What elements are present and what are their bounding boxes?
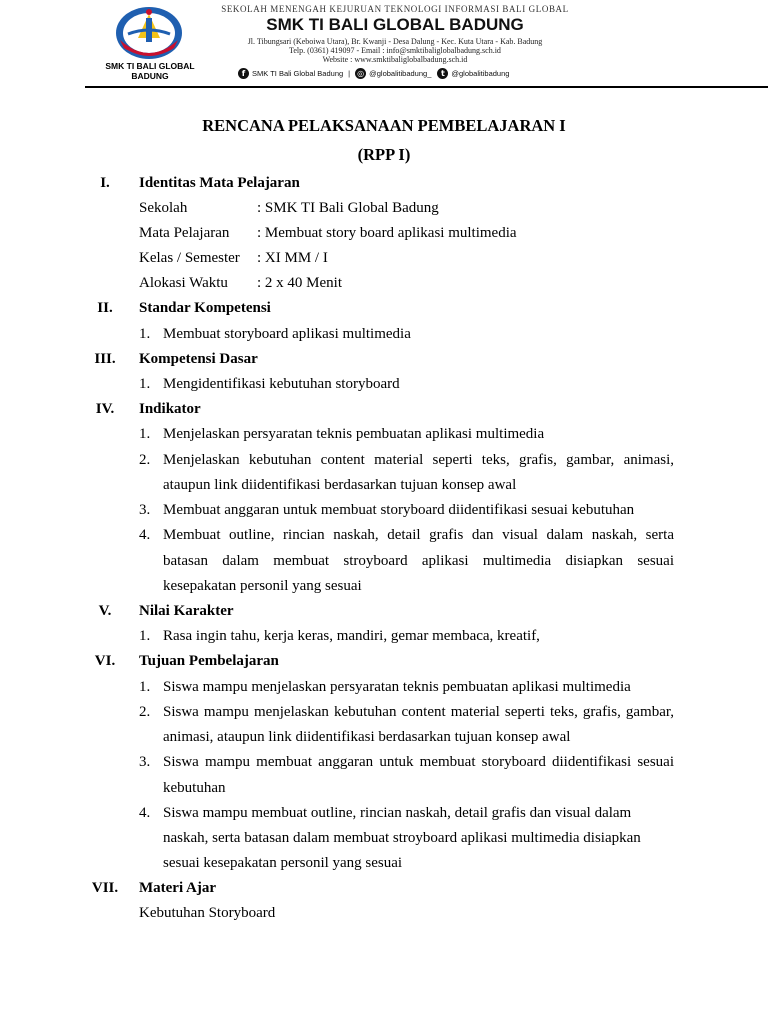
- list-item: Siswa mampu menjelaskan kebutuhan content material seperti teks, grafis, gambar,: [163, 704, 674, 720]
- section-title: Identitas Mata Pelajaran: [139, 175, 300, 191]
- list-item: Rasa ingin tahu, kerja keras, mandiri, gemar membaca, kreatif,: [163, 628, 540, 644]
- section-number: II.: [97, 300, 113, 316]
- logo-caption-line-2: BADUNG: [131, 71, 169, 81]
- instagram-icon: ◎: [355, 68, 366, 79]
- facebook-handle: SMK TI Bali Global Badung: [252, 68, 344, 78]
- section-title: Materi Ajar: [139, 880, 217, 896]
- section-number: VI.: [94, 653, 116, 669]
- list-number: 3.: [139, 502, 151, 518]
- list-number: 1.: [139, 426, 151, 442]
- section-title: Indikator: [139, 401, 201, 417]
- field-value: : Membuat story board aplikasi multimedia: [257, 225, 517, 241]
- list-number: 4.: [139, 527, 151, 543]
- section-title: Tujuan Pembelajaran: [139, 653, 279, 669]
- list-item: Menjelaskan kebutuhan content material seperti teks, grafis, gambar, animasi,: [163, 452, 674, 468]
- logo-caption-line-1: SMK TI BALI GLOBAL: [105, 61, 195, 71]
- list-item: Menjelaskan persyaratan teknis pembuatan aplikasi multimedia: [163, 426, 545, 442]
- section-text: Kebutuhan Storyboard: [139, 905, 276, 921]
- twitter-icon: t: [437, 68, 448, 79]
- section-title: Kompetensi Dasar: [139, 351, 258, 367]
- section-number: I.: [100, 175, 110, 191]
- social-separator: |: [348, 68, 351, 78]
- list-item: Siswa mampu menjelaskan persyaratan teknis pembuatan aplikasi multimedia: [163, 679, 631, 695]
- social-twitter: [437, 68, 509, 79]
- field-value: : XI MM / I: [257, 250, 328, 266]
- social-facebook: [238, 68, 343, 79]
- social-links: [238, 67, 515, 79]
- list-item-continuation: naskah, serta batasan dalam membuat stroyboard aplikasi multimedia disiapkan: [163, 830, 641, 846]
- school-address: Jl. Tibungsari (Keboiwa Utara), Br. Kwanji - Desa Dalung - Kec. Kuta Utara - Kab. Badung: [247, 37, 543, 46]
- section-number: III.: [94, 351, 116, 367]
- list-item: Mengidentifikasi kebutuhan storyboard: [163, 376, 400, 392]
- list-item-continuation: kebutuhan: [163, 780, 226, 796]
- letterhead-divider: [85, 86, 768, 88]
- list-number: 1.: [139, 326, 151, 342]
- section-number: VII.: [91, 880, 119, 896]
- list-item-continuation: kesepakatan personil yang sesuai: [163, 578, 362, 594]
- list-item: Membuat anggaran untuk membuat storyboard diidentifikasi sesuai kebutuhan: [163, 502, 635, 518]
- field-label: Mata Pelajaran: [139, 225, 230, 241]
- field-label: Kelas / Semester: [139, 250, 240, 266]
- logo-caption: [96, 61, 204, 81]
- school-full-name: SEKOLAH MENENGAH KEJURUAN TEKNOLOGI INFORMASI BALI GLOBAL: [221, 4, 569, 14]
- list-number: 1.: [139, 679, 151, 695]
- list-item: Membuat outline, rincian naskah, detail grafis dan visual dalam naskah, serta: [163, 527, 674, 543]
- school-logo-icon: [114, 4, 184, 60]
- facebook-icon: f: [238, 68, 249, 79]
- list-number: 2.: [139, 704, 151, 720]
- list-item-continuation: batasan dalam membuat stroyboard aplikasi multimedia disiapkan sesuai: [163, 553, 674, 569]
- list-number: 1.: [139, 376, 151, 392]
- social-instagram: [355, 68, 431, 79]
- field-value: : SMK TI Bali Global Badung: [257, 200, 439, 216]
- twitter-handle: @globalitibadung: [451, 68, 510, 78]
- list-item-continuation: animasi, ataupun link diidentifikasi berdasarkan tujuan konsep awal: [163, 729, 571, 745]
- list-number: 3.: [139, 754, 151, 770]
- section-title: Standar Kompetensi: [139, 300, 271, 316]
- school-website: Website : www.smktibaliglobalbadung.sch.id: [322, 55, 468, 64]
- field-value: : 2 x 40 Menit: [257, 275, 342, 291]
- school-logo-block: [96, 4, 204, 82]
- instagram-handle: @globalitibadung_: [369, 68, 432, 78]
- field-label: Sekolah: [139, 200, 188, 216]
- school-telephone: Telp. (0361) 419097 - Email : info@smktibaliglobalbadung.sch.id: [289, 46, 501, 55]
- list-item-continuation: sesuai kesepakatan personil yang sesuai: [163, 855, 403, 871]
- list-number: 1.: [139, 628, 151, 644]
- section-title: Nilai Karakter: [139, 603, 234, 619]
- list-item: Siswa mampu membuat anggaran untuk membuat storyboard diidentifikasi sesuai: [163, 754, 674, 770]
- section-number: IV.: [95, 401, 115, 417]
- document-title: RENCANA PELAKSANAAN PEMBELAJARAN I: [202, 116, 566, 135]
- letterhead: [0, 0, 768, 90]
- school-name: SMK TI BALI GLOBAL BADUNG: [266, 15, 524, 34]
- list-number: 4.: [139, 805, 151, 821]
- list-item: Siswa mampu membuat outline, rincian naskah, detail grafis dan visual dalam: [163, 805, 632, 821]
- document-subtitle: (RPP I): [357, 145, 411, 164]
- list-item: Membuat storyboard aplikasi multimedia: [163, 326, 411, 342]
- field-label: Alokasi Waktu: [139, 275, 228, 291]
- list-number: 2.: [139, 452, 151, 468]
- section-number: V.: [98, 603, 112, 619]
- list-item-continuation: ataupun link diidentifikasi berdasarkan tujuan konsep awal: [163, 477, 517, 493]
